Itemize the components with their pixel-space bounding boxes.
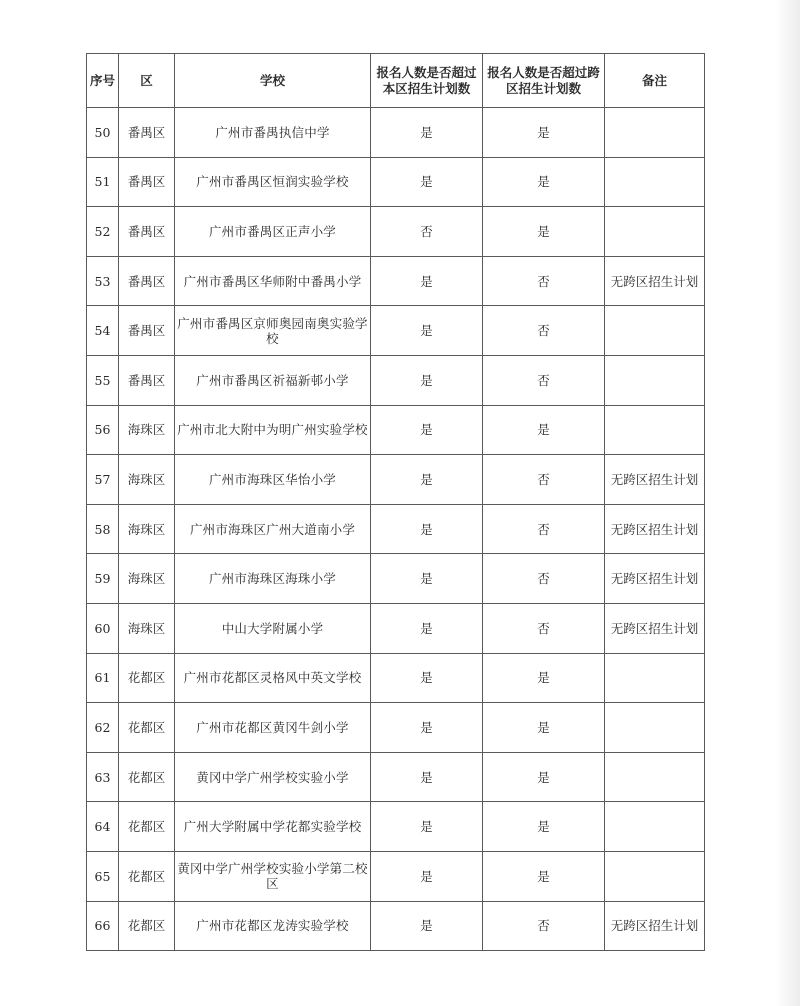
- district-cell: 花都区: [119, 901, 175, 951]
- note-cell: [605, 157, 705, 207]
- serial-number-cell: 57: [87, 455, 119, 505]
- district-cell: 花都区: [119, 703, 175, 753]
- district-cell: 海珠区: [119, 554, 175, 604]
- note-cell: 无跨区招生计划: [605, 901, 705, 951]
- note-cell: [605, 653, 705, 703]
- over-local-cell: 是: [371, 108, 483, 158]
- district-cell: 花都区: [119, 653, 175, 703]
- serial-number-cell: 50: [87, 108, 119, 158]
- over-local-cell: 是: [371, 405, 483, 455]
- header-school: 学校: [175, 54, 371, 108]
- over-local-cell: 是: [371, 355, 483, 405]
- school-cell: 广州市花都区黄冈牛剑小学: [175, 703, 371, 753]
- note-cell: [605, 405, 705, 455]
- serial-number-cell: 59: [87, 554, 119, 604]
- serial-number-cell: 60: [87, 603, 119, 653]
- table-row: [87, 504, 705, 554]
- header-over-local-plan: 报名人数是否超过本区招生计划数: [371, 54, 483, 108]
- school-cell: 广州市花都区灵格风中英文学校: [175, 653, 371, 703]
- over-local-cell: 是: [371, 554, 483, 604]
- over-cross-cell: 否: [483, 901, 605, 951]
- table-row: [87, 653, 705, 703]
- district-cell: 番禺区: [119, 355, 175, 405]
- school-cell: 黄冈中学广州学校实验小学第二校区: [175, 851, 371, 901]
- school-cell: 广州市海珠区海珠小学: [175, 554, 371, 604]
- over-local-cell: 是: [371, 703, 483, 753]
- over-cross-cell: 否: [483, 554, 605, 604]
- note-cell: [605, 851, 705, 901]
- table-row: [87, 901, 705, 951]
- note-cell: [605, 207, 705, 257]
- table-row: [87, 157, 705, 207]
- district-cell: 花都区: [119, 851, 175, 901]
- over-cross-cell: 是: [483, 405, 605, 455]
- district-cell: 番禺区: [119, 306, 175, 356]
- school-cell: 黄冈中学广州学校实验小学: [175, 752, 371, 802]
- table-row: [87, 752, 705, 802]
- district-cell: 番禺区: [119, 256, 175, 306]
- school-cell: 广州市番禺区祈福新邨小学: [175, 355, 371, 405]
- school-cell: 广州市番禺区京师奥园南奥实验学校: [175, 306, 371, 356]
- over-cross-cell: 否: [483, 504, 605, 554]
- over-local-cell: 是: [371, 851, 483, 901]
- table-row: [87, 455, 705, 505]
- note-cell: [605, 306, 705, 356]
- table-row: [87, 108, 705, 158]
- serial-number-cell: 53: [87, 256, 119, 306]
- serial-number-cell: 52: [87, 207, 119, 257]
- district-cell: 海珠区: [119, 603, 175, 653]
- table-row: [87, 554, 705, 604]
- school-cell: 中山大学附属小学: [175, 603, 371, 653]
- district-cell: 花都区: [119, 752, 175, 802]
- school-cell: 广州大学附属中学花都实验学校: [175, 802, 371, 852]
- district-cell: 海珠区: [119, 504, 175, 554]
- note-cell: [605, 108, 705, 158]
- over-local-cell: 是: [371, 901, 483, 951]
- serial-number-cell: 51: [87, 157, 119, 207]
- serial-number-cell: 66: [87, 901, 119, 951]
- serial-number-cell: 55: [87, 355, 119, 405]
- serial-number-cell: 58: [87, 504, 119, 554]
- header-remarks: 备注: [605, 54, 705, 108]
- over-local-cell: 是: [371, 603, 483, 653]
- district-cell: 海珠区: [119, 405, 175, 455]
- table-row: [87, 851, 705, 901]
- over-cross-cell: 否: [483, 603, 605, 653]
- over-local-cell: 否: [371, 207, 483, 257]
- over-cross-cell: 是: [483, 653, 605, 703]
- district-cell: 花都区: [119, 802, 175, 852]
- table-row: [87, 405, 705, 455]
- school-cell: 广州市番禺执信中学: [175, 108, 371, 158]
- table-row: [87, 355, 705, 405]
- district-cell: 番禺区: [119, 207, 175, 257]
- table-row: [87, 703, 705, 753]
- header-district: 区: [119, 54, 175, 108]
- note-cell: [605, 703, 705, 753]
- note-cell: 无跨区招生计划: [605, 256, 705, 306]
- over-cross-cell: 是: [483, 157, 605, 207]
- over-cross-cell: 否: [483, 306, 605, 356]
- school-cell: 广州市番禺区恒润实验学校: [175, 157, 371, 207]
- over-local-cell: 是: [371, 653, 483, 703]
- note-cell: 无跨区招生计划: [605, 504, 705, 554]
- over-cross-cell: 否: [483, 256, 605, 306]
- school-cell: 广州市海珠区广州大道南小学: [175, 504, 371, 554]
- table-row: [87, 802, 705, 852]
- over-local-cell: 是: [371, 256, 483, 306]
- note-cell: [605, 752, 705, 802]
- header-serial-number: 序号: [87, 54, 119, 108]
- serial-number-cell: 65: [87, 851, 119, 901]
- over-local-cell: 是: [371, 306, 483, 356]
- over-cross-cell: 是: [483, 851, 605, 901]
- over-cross-cell: 是: [483, 703, 605, 753]
- district-cell: 番禺区: [119, 108, 175, 158]
- over-local-cell: 是: [371, 157, 483, 207]
- district-cell: 海珠区: [119, 455, 175, 505]
- note-cell: 无跨区招生计划: [605, 603, 705, 653]
- enrollment-table: [86, 53, 705, 951]
- serial-number-cell: 63: [87, 752, 119, 802]
- over-cross-cell: 否: [483, 455, 605, 505]
- note-cell: 无跨区招生计划: [605, 554, 705, 604]
- table-row: [87, 256, 705, 306]
- district-cell: 番禺区: [119, 157, 175, 207]
- over-local-cell: 是: [371, 802, 483, 852]
- note-cell: 无跨区招生计划: [605, 455, 705, 505]
- over-cross-cell: 是: [483, 108, 605, 158]
- over-local-cell: 是: [371, 504, 483, 554]
- school-cell: 广州市花都区龙涛实验学校: [175, 901, 371, 951]
- header-over-cross-district-plan: 报名人数是否超过跨区招生计划数: [483, 54, 605, 108]
- note-cell: [605, 802, 705, 852]
- school-cell: 广州市番禺区正声小学: [175, 207, 371, 257]
- serial-number-cell: 62: [87, 703, 119, 753]
- school-cell: 广州市番禺区华师附中番禺小学: [175, 256, 371, 306]
- serial-number-cell: 61: [87, 653, 119, 703]
- serial-number-cell: 54: [87, 306, 119, 356]
- serial-number-cell: 64: [87, 802, 119, 852]
- over-cross-cell: 是: [483, 752, 605, 802]
- table-header-row: [87, 54, 705, 108]
- table-row: [87, 207, 705, 257]
- note-cell: [605, 355, 705, 405]
- over-local-cell: 是: [371, 752, 483, 802]
- school-cell: 广州市北大附中为明广州实验学校: [175, 405, 371, 455]
- over-cross-cell: 否: [483, 355, 605, 405]
- page-edge-shadow: [776, 0, 800, 1006]
- table-row: [87, 603, 705, 653]
- school-cell: 广州市海珠区华怡小学: [175, 455, 371, 505]
- table-row: [87, 306, 705, 356]
- over-cross-cell: 是: [483, 207, 605, 257]
- over-cross-cell: 是: [483, 802, 605, 852]
- over-local-cell: 是: [371, 455, 483, 505]
- serial-number-cell: 56: [87, 405, 119, 455]
